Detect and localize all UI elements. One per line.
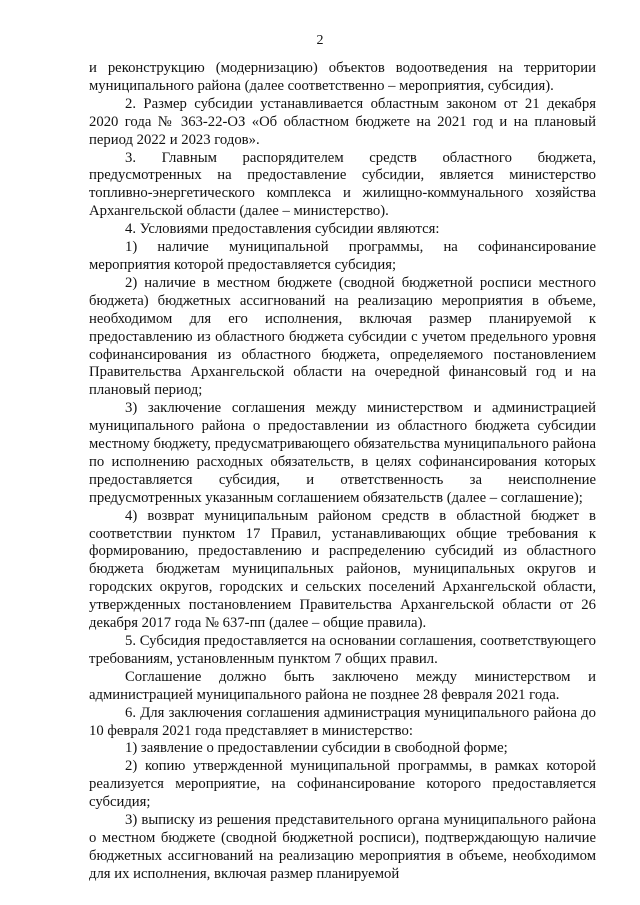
paragraph-main-manager: 3. Главным распорядителем средств областного бюджета, предусмотренных на предоставление субсидии, является министерство топливно-энергетического комплекса и жилищно-коммунального хозяйства Архангельской области (далее – министерство). <box>89 149 596 220</box>
paragraph-conditions-heading: 4. Условиями предоставления субсидии являются: <box>125 221 440 238</box>
paragraph-agreement-deadline: Соглашение должно быть заключено между министерством и администрацией муниципального района не позднее 28 февраля 2021 года. <box>89 668 596 703</box>
paragraph-condition-2: 2) наличие в местном бюджете (сводной бюджетной росписи местного бюджета) бюджетных ассигнований на реализацию мероприятия в объеме, необходимом для его исполнения, включая размер планируемой к предоставлению из областного бюджета субсидии с учетом предельного уровня софинансирования из областного бюджета, определяемого постановлением Правительства Архангельской области на очередной финансовый год и на плановый период; <box>89 274 596 399</box>
document-body <box>89 60 596 884</box>
paragraph-document-1: 1) заявление о предоставлении субсидии в свободной форме; <box>125 740 508 757</box>
paragraph-continuation: и реконструкцию (модернизацию) объектов водоотведения на территории муниципального района (далее соответственно – мероприятия, субсидия). <box>89 60 596 94</box>
paragraph-documents-heading: 6. Для заключения соглашения администрация муниципального района до 10 февраля 2021 года представляет в министерство: <box>89 704 596 739</box>
paragraph-condition-1: 1) наличие муниципальной программы, на софинансирование мероприятия которой предоставляется субсидия; <box>89 239 596 273</box>
paragraph-document-2: 2) копию утвержденной муниципальной программы, в рамках которой реализуется мероприятие, на софинансирование которого предоставляется субсидия; <box>89 758 596 811</box>
paragraph-agreement-basis: 5. Субсидия предоставляется на основании соглашения, соответствующего требованиям, установленным пунктом 7 общих правил. <box>89 633 596 667</box>
paragraph-document-3: 3) выписку из решения представительного органа муниципального района о местном бюджете (сводной бюджетной росписи), подтверждающую наличие бюджетных ассигнований на реализацию мероприятия в объеме, необходимом для их исполнения, включая размер планируемой <box>89 812 596 882</box>
paragraph-condition-3: 3) заключение соглашения между министерством и администрацией муниципального района о предоставлении из областного бюджета субсидии местному бюджету, предусматривающего обязательства муниципального района по исполнению расходных обязательств, в целях софинансирования которых предоставляется субсидия, и ответственность за неисполнение предусмотренных указанным соглашением обязательств (далее – соглашение); <box>89 400 596 506</box>
paragraph-condition-4: 4) возврат муниципальным районом средств в областной бюджет в соответствии пунктом 17 Правил, устанавливающих общие требования к формированию, предоставлению и распределению субсидий из областного бюджета бюджетам муниципальных районов, муниципальных округов и городских округов, городских и сельских поселений Архангельской области, утвержденных постановлением Правительства Архангельской области от 26 декабря 2017 года № 637-пп (далее – общие правила). <box>89 507 596 632</box>
page-number: 2 <box>316 33 324 48</box>
paragraph-subsidy-amount: 2. Размер субсидии устанавливается областным законом от 21 декабря 2020 года № 363-22-ОЗ «Об областном бюджете на 2021 год и на плановый период 2022 и 2023 годов». <box>89 95 596 148</box>
